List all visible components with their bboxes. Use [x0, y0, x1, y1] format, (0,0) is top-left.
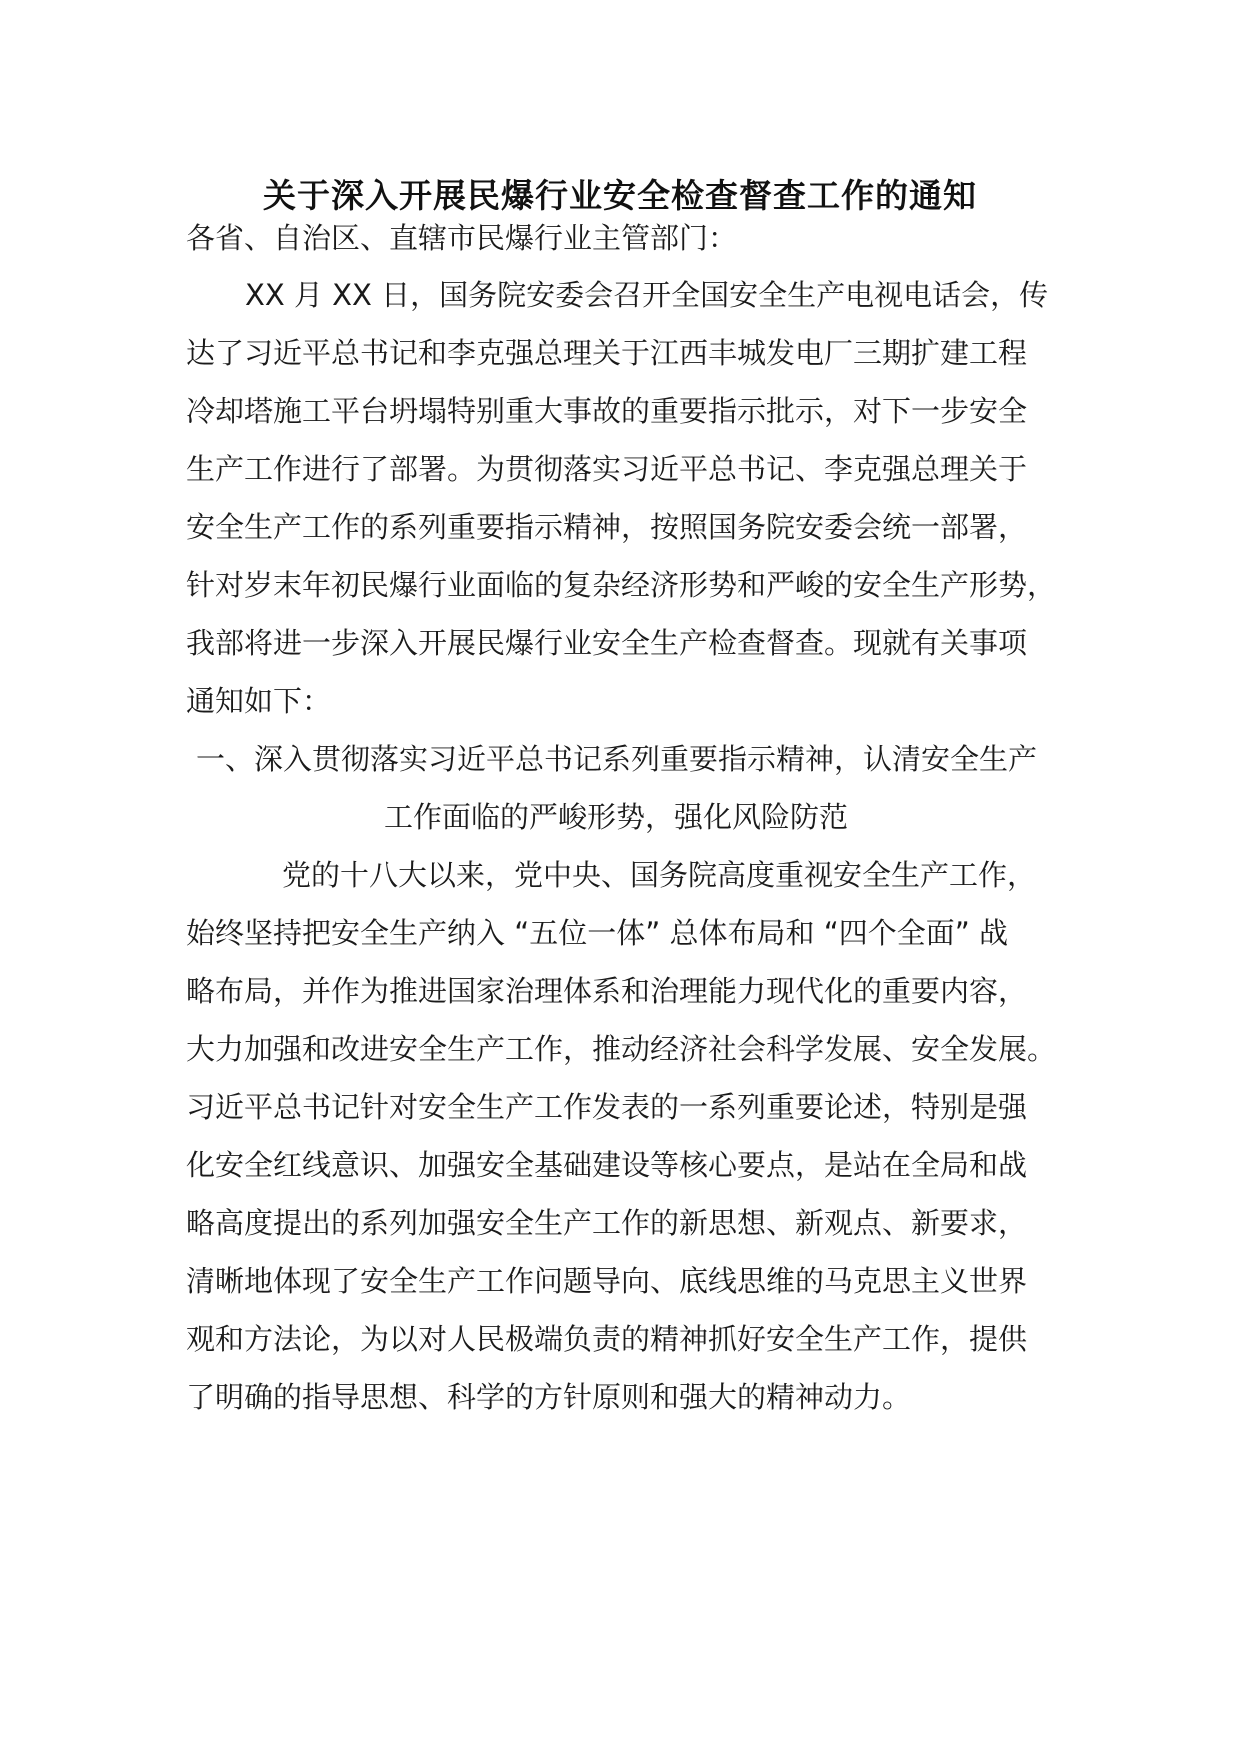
- paragraph-line: 安全生产工作的系列重要指示精神，按照国务院安委会统一部署，: [186, 510, 1028, 544]
- paragraph-line: 针对岁末年初民爆行业面临的复杂经济形势和严峻的安全生产形势，: [186, 568, 1057, 602]
- paragraph-line: 冷却塔施工平台坍塌特别重大事故的重要指示批示，对下一步安全: [186, 394, 1028, 428]
- paragraph-line: 大力加强和改进安全生产工作，推动经济社会科学发展、安全发展。: [186, 1032, 1057, 1066]
- paragraph-line: 化安全红线意识、加强安全基础建设等核心要点，是站在全局和战: [186, 1148, 1028, 1182]
- section-heading-line: 一、深入贯彻落实习近平总书记系列重要指示精神，认清安全生产: [196, 742, 1038, 776]
- salutation: 各省、自治区、直辖市民爆行业主管部门：: [186, 221, 738, 255]
- paragraph-line: 略高度提出的系列加强安全生产工作的新思想、新观点、新要求，: [186, 1206, 1028, 1240]
- section-heading-line: 工作面临的严峻形势，强化风险防范: [384, 800, 849, 834]
- paragraph-line: 始终坚持把安全生产纳入 “五位一体” 总体布局和 “四个全面” 战: [186, 916, 1008, 950]
- paragraph-line: 略布局，并作为推进国家治理体系和治理能力现代化的重要内容，: [186, 974, 1028, 1008]
- paragraph-line: 通知如下：: [186, 684, 332, 718]
- paragraph-line: 达了习近平总书记和李克强总理关于江西丰城发电厂三期扩建工程: [186, 336, 1028, 370]
- paragraph-line: 观和方法论，为以对人民极端负责的精神抓好安全生产工作，提供: [186, 1322, 1028, 1356]
- paragraph-line: 了明确的指导思想、科学的方针原则和强大的精神动力。: [186, 1380, 912, 1414]
- paragraph-line: 生产工作进行了部署。为贯彻落实习近平总书记、李克强总理关于: [186, 452, 1028, 486]
- paragraph-line: 党的十八大以来，党中央、国务院高度重视安全生产工作，: [282, 858, 1037, 892]
- paragraph-line: 习近平总书记针对安全生产工作发表的一系列重要论述，特别是强: [186, 1090, 1028, 1124]
- paragraph-line: 我部将进一步深入开展民爆行业安全生产检查督查。现就有关事项: [186, 626, 1028, 660]
- paragraph-line: XX 月 XX 日，国务院安委会召开全国安全生产电视电话会，传: [245, 278, 1049, 312]
- paragraph-line: 清晰地体现了安全生产工作问题导向、底线思维的马克思主义世界: [186, 1264, 1028, 1298]
- document-title: 关于深入开展民爆行业安全检查督查工作的通知: [263, 176, 977, 215]
